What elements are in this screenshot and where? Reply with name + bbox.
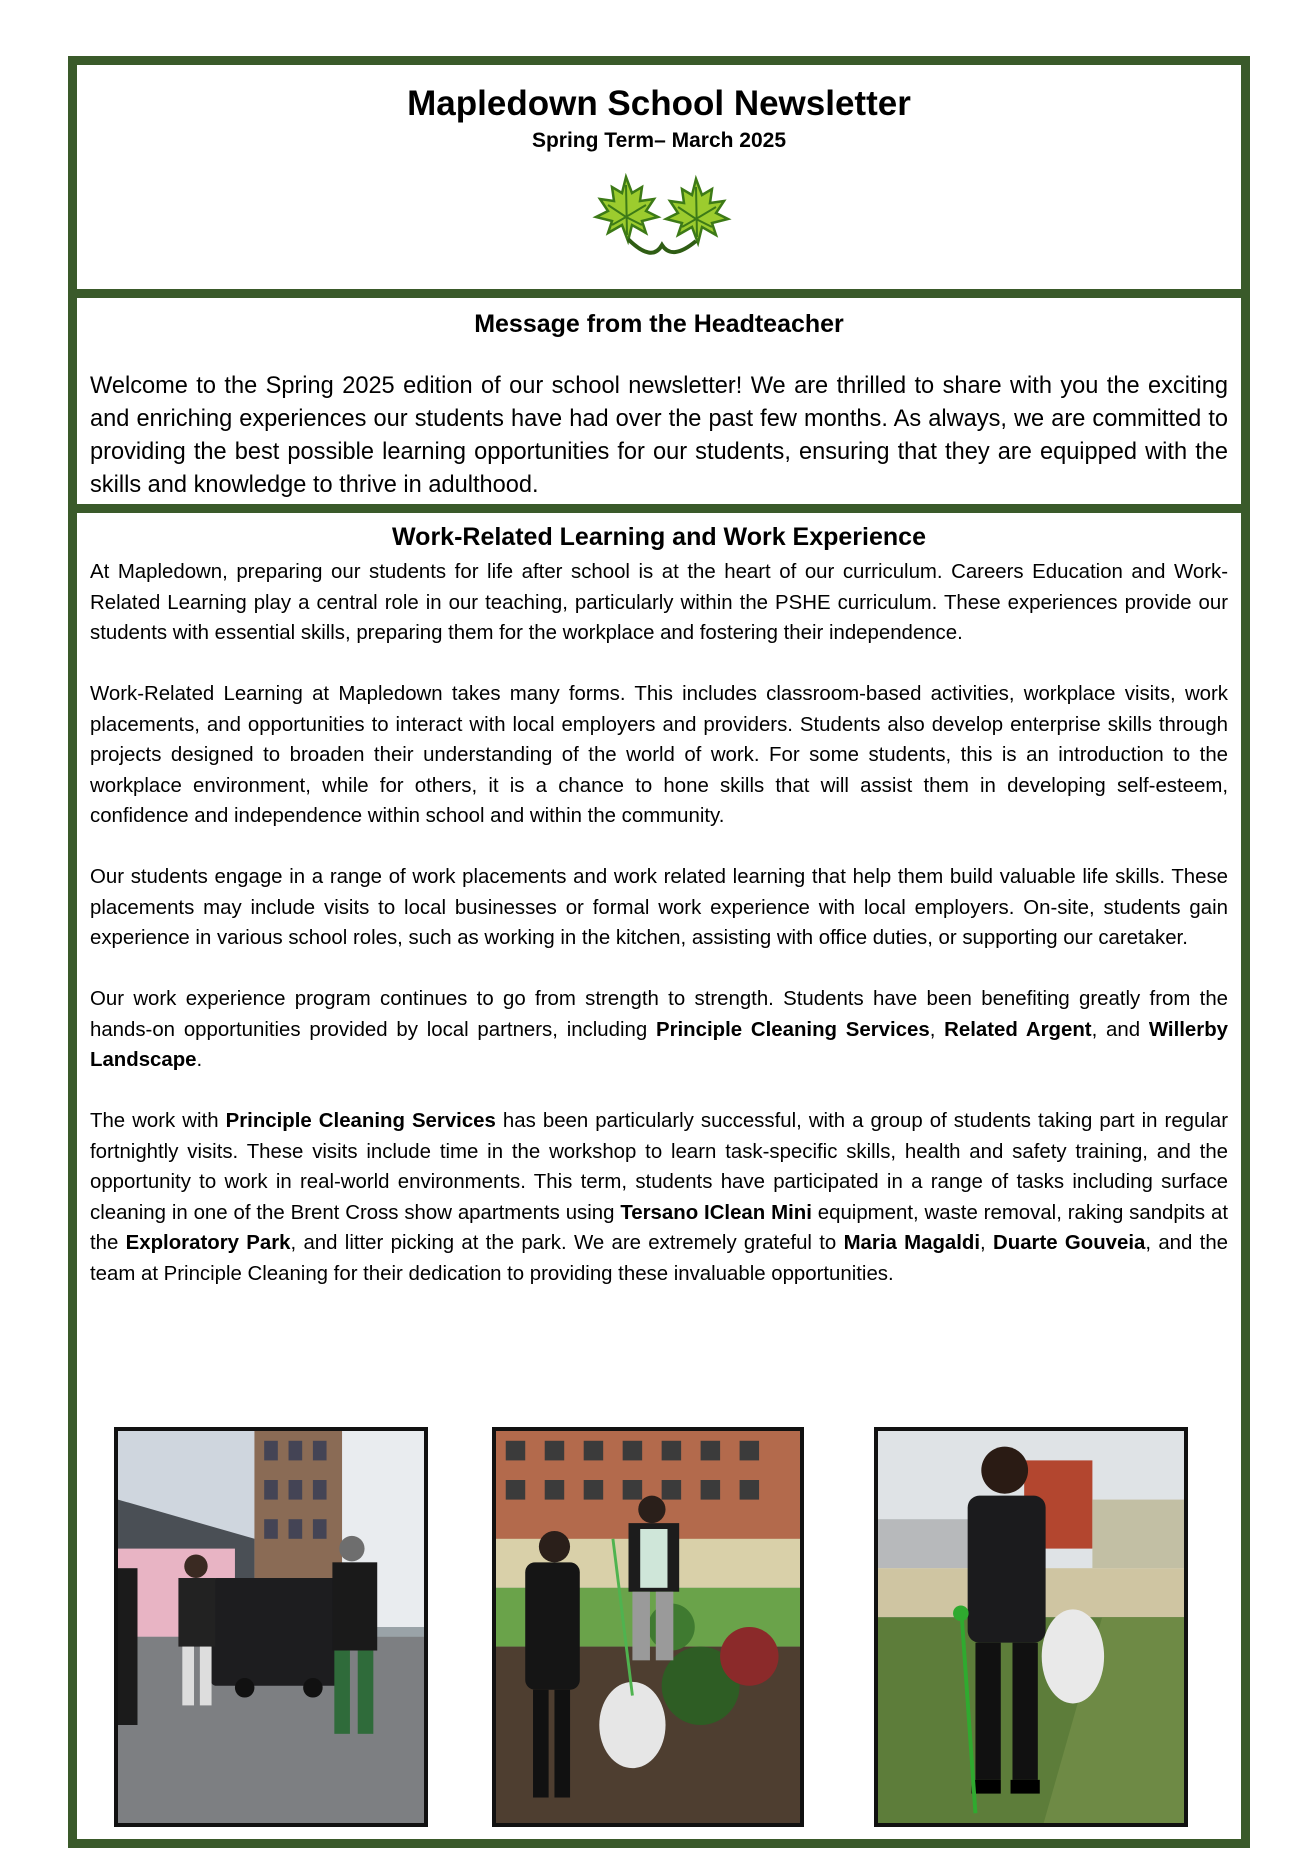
headteacher-message-text: Welcome to the Spring 2025 edition of our school newsletter! We are thrilled to share with you the exciting and enriching experiences our students have had over the past few months. As always, we are committed to providing the best possible learning opportunities for our students, ensuring that they are equipped with the skills and knowledge to thrive in adulthood. bbox=[90, 373, 1228, 498]
partner-name: Principle Cleaning Services bbox=[655, 1018, 930, 1041]
newsletter-header bbox=[77, 65, 1241, 289]
newsletter-frame bbox=[68, 56, 1250, 1848]
paragraph-5: The work with Principle Cleaning Services has been particularly successful, with a group of students taking part in regular fortnightly visits. These visits include time in the workshop to learn task-specific skills, health and safety training, and the opportunity to work in real-world environments. This term, students have participated in a range of tasks including surface cleaning in one of the Brent Cross show apartments using Tersano IClean Mini equipment, waste removal, raking sandpits at the Exploratory Park, and litter picking at the park. We are extremely grateful to Maria Magaldi, Duarte Gouveia, and the team at Principle Cleaning for their dedication to providing these invaluable opportunities. bbox=[90, 1110, 1229, 1285]
section-divider bbox=[77, 504, 1241, 513]
work-learning-section bbox=[77, 513, 1241, 1839]
person-name: Maria Magaldi bbox=[843, 1232, 981, 1254]
newsletter-subtitle: Spring Term– March 2025 bbox=[531, 129, 787, 152]
paragraph-2: Work-Related Learning at Mapledown takes many forms. This includes classroom-based activities, workplace visits, work placements, and opportunities to interact with local employers and providers. Students also develop enterprise skills through projects designed to broaden their understanding of the world of work. For some students, this is an introduction to the workplace environment, while for others, it is a chance to hone skills that will assist them in developing self-esteem, confidence and independence within school and within the community. bbox=[90, 683, 1228, 827]
partner-name: Related Argent bbox=[944, 1018, 1092, 1041]
paragraph-1: At Mapledown, preparing our students for life after school is at the heart of our curriculum. Careers Education and Work-Related Learning play a central role in our teaching, particularly within the PSHE curriculum. These experiences provide our students with essential skills, preparing them for the workplace and fostering their independence. bbox=[90, 561, 1228, 644]
photo-waste-removal bbox=[114, 1427, 428, 1827]
section-divider bbox=[77, 289, 1241, 298]
maple-leaves-icon bbox=[592, 173, 732, 265]
equipment-name: Tersano IClean Mini bbox=[620, 1201, 812, 1224]
person-name: Duarte Gouveia bbox=[993, 1232, 1146, 1254]
photo-litter-picking-flowerbed bbox=[492, 1427, 804, 1827]
photo-litter-picking-park bbox=[874, 1427, 1188, 1827]
headteacher-message bbox=[77, 298, 1241, 504]
partner-name: Willerby Landscape bbox=[90, 1018, 1228, 1071]
newsletter-title: Mapledown School Newsletter bbox=[407, 84, 911, 123]
partner-name: Principle Cleaning Services bbox=[225, 1110, 496, 1132]
paragraph-3: Our students engage in a range of work placements and work related learning that help them build valuable life skills. These placements may include visits to local businesses or formal work experience with local employers. On-site, students gain experience in various school roles, such as working in the kitchen, assisting with office duties, or supporting our caretaker. bbox=[90, 866, 1228, 949]
paragraph-4: Our work experience program continues to go from strength to strength. Students have been benefiting greatly from the hands-on opportunities provided by local partners, including Principle Cleaning Services, Related Argent, and Willerby Landscape. bbox=[90, 988, 1228, 1071]
photo-gallery bbox=[77, 1427, 1241, 1827]
work-learning-heading: Work-Related Learning and Work Experience bbox=[392, 523, 926, 551]
place-name: Exploratory Park bbox=[125, 1232, 291, 1254]
headteacher-heading: Message from the Headteacher bbox=[474, 310, 844, 338]
